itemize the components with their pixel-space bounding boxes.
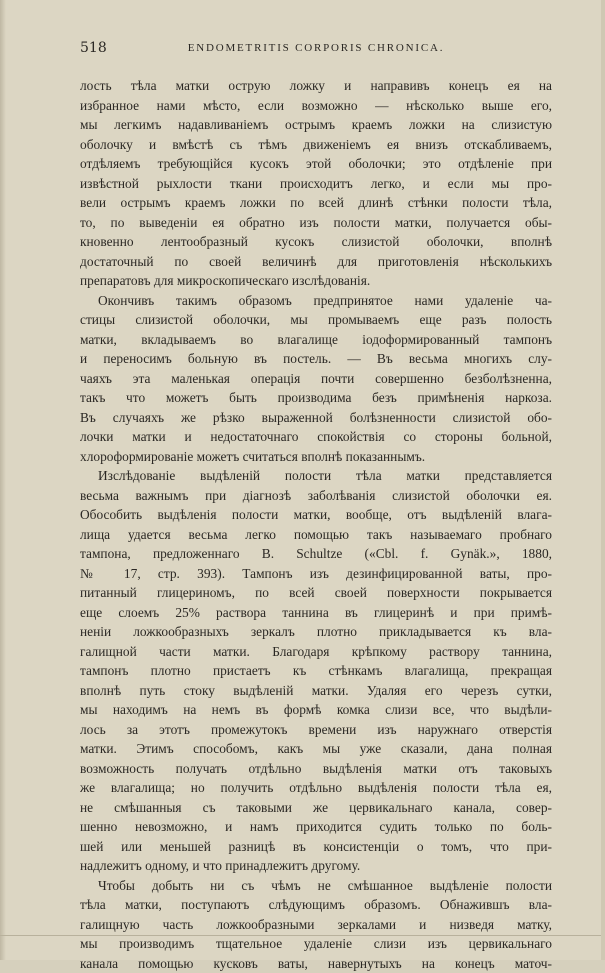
text-line: возможность получать отдѣльно выдѣленія матки отъ таковыхъ xyxy=(80,759,552,779)
text-line: избранное нами мѣсто, если возможно — нѣсколько выше его, xyxy=(80,96,552,116)
text-line: мы легкимъ надавливаніемъ острымъ краемъ ложки на слизистую xyxy=(80,115,552,135)
text-line: галищную часть ложкообразными зеркалами и низведя матку, xyxy=(80,915,552,935)
paragraph-start-line: Изслѣдованіе выдѣленій полости тѣла матки представляется xyxy=(80,466,552,486)
text-line: надлежитъ одному, и что принадлежитъ другому. xyxy=(80,856,552,876)
text-line: неніи ложкообразныхъ зеркалъ плотно прикладывается къ вла- xyxy=(80,622,552,642)
text-line: Обособить выдѣленія полости матки, вообще, отъ выдѣленій влага- xyxy=(80,505,552,525)
text-line: шенно невозможно, и намъ приходится судить только по боль- xyxy=(80,817,552,837)
text-line: препаратовъ для микроскопическаго изслѣдованія. xyxy=(80,271,552,291)
text-line: тампонъ плотно пристаетъ къ стѣнкамъ влагалища, прекращая xyxy=(80,661,552,681)
text-line: чаяхъ эта маленькая операція почти совершенно безболѣзненна, xyxy=(80,369,552,389)
text-line: такъ что можетъ быть производима безъ примѣненія наркоза. xyxy=(80,388,552,408)
text-line: лища удается весьма легко помощью такъ называемаго пробнаго xyxy=(80,525,552,545)
text-line: кновенно лентообразный кусокъ слизистой оболочки, вполнѣ xyxy=(80,232,552,252)
text-line: то, по выведеніи ея обратно изъ полости матки, получается обы- xyxy=(80,213,552,233)
page-number: 518 xyxy=(80,40,107,56)
text-line: весьма важнымъ при діагнозѣ заболѣванія слизистой оболочки ея. xyxy=(80,486,552,506)
text-line: лость тѣла матки острую ложку и направивъ конецъ ея на xyxy=(80,76,552,96)
text-line: еще слоемъ 25% раствора таннина въ глицеринѣ и при примѣ- xyxy=(80,603,552,623)
text-line: лось за этотъ промежутокъ времени изъ наружнаго отверстія xyxy=(80,720,552,740)
text-line: мы находимъ на немъ въ формѣ комка слизи все, что выдѣли- xyxy=(80,700,552,720)
text-line: же влагалища; но получить отдѣльно выдѣленія полости тѣла ея, xyxy=(80,778,552,798)
text-line: достаточный по своей величинѣ для приготовленія нѣсколькихъ xyxy=(80,252,552,272)
text-line: вполнѣ путь стоку выдѣленій матки. Удаляя его черезъ сутки, xyxy=(80,681,552,701)
page-header xyxy=(80,40,552,60)
text-line: тѣла матки, поступаютъ слѣдующимъ образомъ. Обнажившъ вла- xyxy=(80,895,552,915)
text-line: лочки матки и недостаточнаго спокойствія со стороны больной, xyxy=(80,427,552,447)
text-line: оболочку и вмѣстѣ съ тѣмъ движеніемъ ея внизъ отскабливаемъ, xyxy=(80,135,552,155)
text-line: матки, вкладываемъ во влагалище іодоформированный тампонъ xyxy=(80,330,552,350)
text-line: извѣстной рыхлости ткани происходитъ легко, и если мы про- xyxy=(80,174,552,194)
page-bottom-edge xyxy=(0,935,605,936)
text-line: Въ случаяхъ же рѣзко выраженной болѣзненности слизистой обо- xyxy=(80,408,552,428)
text-line: питанный глицериномъ, по всей своей поверхности покрывается xyxy=(80,583,552,603)
text-line: канала помощью кусковъ ваты, навернутыхъ на конецъ маточ- xyxy=(80,954,552,973)
text-line: стицы слизистой оболочки, мы промываемъ еще разъ полость xyxy=(80,310,552,330)
text-line: мы производимъ тщательное удаленіе слизи изъ цервикальнаго xyxy=(80,934,552,954)
paragraph-start-line: Чтобы добыть ни съ чѣмъ не смѣшанное выдѣленіе полости xyxy=(80,876,552,896)
paragraph-start-line: Окончивъ такимъ образомъ предпринятое нами удаленіе ча- xyxy=(80,291,552,311)
text-line: вели острымъ краемъ ложки по всей длинѣ стѣнки полости тѣла, xyxy=(80,193,552,213)
running-title: ENDOMETRITIS CORPORIS CHRONICA. xyxy=(80,42,552,54)
text-line: шей или меньшей разницѣ въ консистенціи о томъ, что при- xyxy=(80,837,552,857)
text-line: не смѣшанныя съ таковыми же цервикальнаго канала, совер- xyxy=(80,798,552,818)
text-line: тампона, предложеннаго B. Schultze («Cbl. f. Gynäk.», 1880, xyxy=(80,544,552,564)
text-line: галищной части матки. Благодаря крѣпкому раствору таннина, xyxy=(80,642,552,662)
body-text xyxy=(80,76,552,973)
text-line: и переносимъ больную въ постель. — Въ весьма многихъ слу- xyxy=(80,349,552,369)
text-line: хлороформированіе можетъ считаться вполнѣ показаннымъ. xyxy=(80,447,552,467)
text-line: № 17, стр. 393). Тампонъ изъ дезинфицированной ваты, про- xyxy=(80,564,552,584)
text-line: матки. Этимъ способомъ, какъ мы уже сказали, дана полная xyxy=(80,739,552,759)
text-line: отдѣляемъ требующійся кусокъ этой оболочки; это отдѣленіе при xyxy=(80,154,552,174)
